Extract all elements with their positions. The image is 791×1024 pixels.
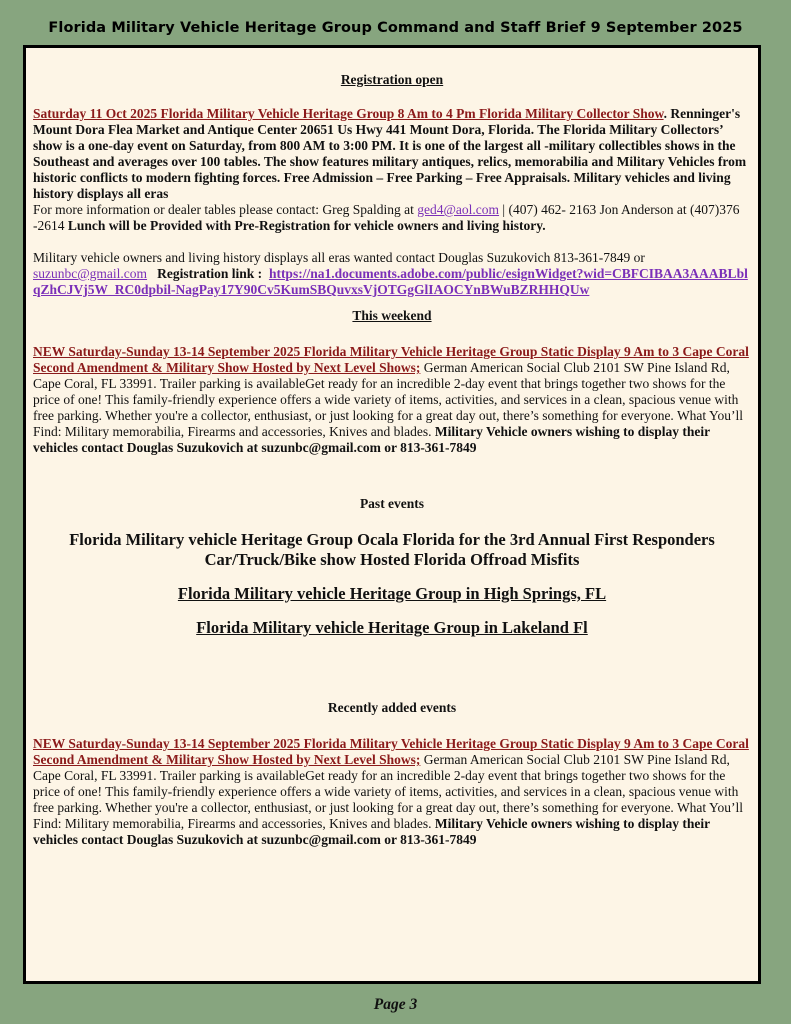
registration-event-title[interactable]: Saturday 11 Oct 2025 Florida Military Vehicle Heritage Group 8 Am to 4 Pm Florida Military Collector Show — [33, 106, 664, 121]
past-event-item-1: Florida Military vehicle Heritage Group Ocala Florida for the 3rd Annual First Responders Car/Truck/Bike show Hosted Florida Offroad Misfits — [69, 530, 715, 569]
registration-link-label: Registration link : — [157, 266, 263, 281]
past-event-item-2: Florida Military vehicle Heritage Group in High Springs, FL — [177, 584, 607, 603]
registration-event-paragraph — [33, 106, 751, 202]
content-box — [23, 45, 761, 984]
registration-owners-email-link[interactable]: suzunbc@gmail.com — [33, 266, 148, 281]
registration-owners-paragraph — [33, 250, 751, 298]
page-number: Page 3 — [373, 996, 418, 1013]
this-weekend-heading: This weekend — [352, 308, 432, 323]
past-event-item-3: Florida Military vehicle Heritage Group in Lakeland Fl — [196, 618, 588, 637]
registration-heading: Registration open — [340, 72, 444, 87]
registration-owners-text: Military vehicle owners and living history displays all eras wanted contact Douglas Suzukovich 813-361-7849 or — [33, 250, 645, 265]
this-weekend-event-contact: Military Vehicle owners wishing to display their vehicles contact Douglas Suzukovich at suzunbc@gmail.com or 813-361-7849 — [33, 424, 710, 455]
this-weekend-event-title[interactable]: NEW Saturday-Sunday 13-14 September 2025 Florida Military Vehicle Heritage Group Static Display 9 Am to 3 Cape Coral Second Amendment & Military Show Hosted by Next Level Shows; — [33, 344, 749, 375]
page-header-title: Florida Military Vehicle Heritage Group Command and Staff Brief 9 September 2025 — [48, 20, 743, 36]
recently-added-heading: Recently added events — [327, 700, 457, 715]
registration-contact-prefix: For more information or dealer tables please contact: Greg Spalding at — [33, 202, 418, 217]
registration-event-body: . Renninger's Mount Dora Flea Market and Antique Center 20651 Us Hwy 441 Mount Dora, Florida. The Florida Military Collectors’ show is a one-day event on Saturday, from 800 AM to 3:00 PM. It is one of the largest all -military collectibles shows in the Southeast and averages over 100 tables. The show features military antiques, relics, memorabilia and Military Vehicles from historic conflicts to modern fighting forces. Free Admission – Free Parking – Free Appraisals. Military vehicles and living history displays all eras — [33, 106, 747, 201]
recently-added-event-body: German American Social Club 2101 SW Pine Island Rd, Cape Coral, FL 33991. Trailer parking is availableGet ready for an incredible 2-day event that brings together two shows for the price of one! This family-friendly experience offers a wide variety of items, activities, and services in a clean, spacious venue with free parking. Whether you're a collector, enthusiast, or just looking for a great day out, there’s something for everyone. What You’ll Find: Military memorabilia, Firearms and accessories, Knives and blades. — [33, 752, 743, 831]
registration-url-link[interactable]: https://na1.documents.adobe.com/public/esignWidget?wid=CBFCIBAA3AAABLblqZhCJVj5W_RC0dpbil-NagPay17Y90Cv5KumSBQuvxsVjOTGgGlIAOCYnBWuBZRHHQUw — [33, 266, 748, 297]
past-events-heading: Past events — [359, 496, 425, 511]
recently-added-event-title[interactable]: NEW Saturday-Sunday 13-14 September 2025 Florida Military Vehicle Heritage Group Static Display 9 Am to 3 Cape Coral Second Amendment & Military Show Hosted by Next Level Shows; — [33, 736, 749, 767]
recently-added-event-contact: Military Vehicle owners wishing to display their vehicles contact Douglas Suzukovich at suzunbc@gmail.com or 813-361-7849 — [33, 816, 710, 847]
recently-added-event-paragraph — [33, 736, 751, 848]
this-weekend-event-paragraph — [33, 344, 751, 456]
registration-contact-paragraph — [33, 202, 751, 234]
registration-contact-email-link[interactable]: ged4@aol.com — [417, 202, 500, 217]
this-weekend-event-body: German American Social Club 2101 SW Pine Island Rd, Cape Coral, FL 33991. Trailer parking is availableGet ready for an incredible 2-day event that brings together two shows for the price of one! This family-friendly experience offers a wide variety of items, activities, and services in a clean, spacious venue with free parking. Whether you're a collector, enthusiast, or just looking for a great day out, there’s something for everyone. What You’ll Find: Military memorabilia, Firearms and accessories, Knives and blades. — [33, 360, 743, 439]
registration-contact-suffix: | (407) 462- 2163 Jon Anderson at (407)376 -2614 — [33, 202, 740, 233]
registration-lunch-note: Lunch will be Provided with Pre-Registration for vehicle owners and living history. — [67, 218, 546, 233]
